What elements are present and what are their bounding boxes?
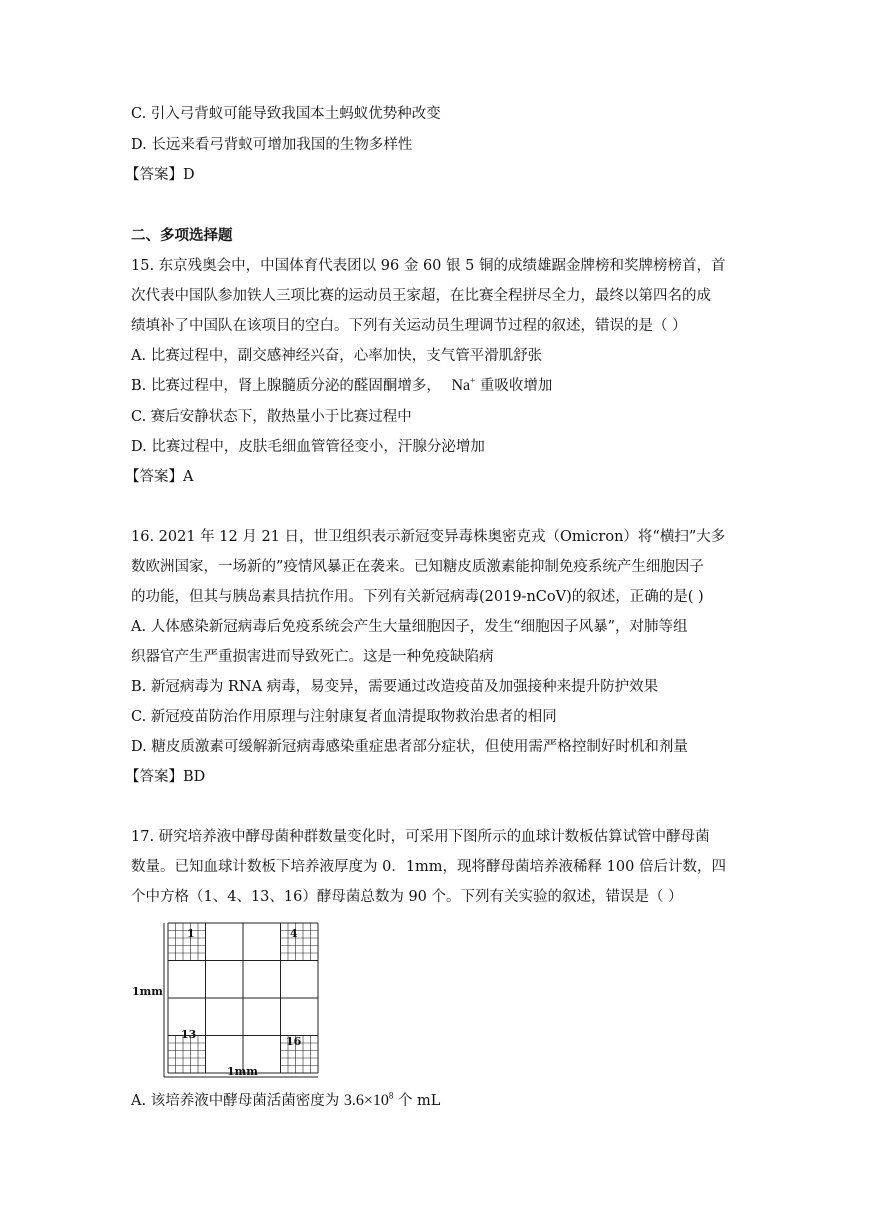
section-title: 二、多项选择题 [131, 228, 233, 244]
q17-stem-line3: 个中方格（1、4、13、16）酵母菌总数为 90 个。下列有关实验的叙述，错误是（ ） [131, 889, 683, 905]
left-dimension-label: 1mm [132, 985, 163, 998]
q17-stem-line2: 数量。已知血球计数板下培养液厚度为 0．1mm，现将酵母菌培养液稀释 100 倍后计数，四 [131, 859, 726, 875]
q17-option-a [131, 1091, 440, 1111]
q15-option-d: D. 比赛过程中，皮肤毛细血管管径变小，汗腺分泌增加 [131, 439, 485, 455]
square-label-4: 4 [290, 927, 298, 940]
q15-answer: 【答案】A [125, 469, 194, 485]
q16-option-a-line2: 织器官产生严重损害进而导致死亡。这是一种免疫缺陷病 [131, 649, 494, 665]
q15-option-b-rest: 重吸收增加 [479, 378, 553, 394]
q16-option-a-line1: A. 人体感染新冠病毒后免疫系统会产生大量细胞因子，发生“细胞因子风暴”，对肺等组 [131, 619, 688, 635]
hemocytometer-figure [130, 915, 330, 1080]
q17-stem-line1: 17. 研究培养液中酵母菌种群数量变化时，可采用下图所示的血球计数板估算试管中酵母菌 [131, 829, 710, 845]
q14-answer: 【答案】D [125, 167, 195, 183]
density-exponent: 8 [388, 1090, 394, 1101]
q15-option-c: C. 赛后安静状态下，散热量小于比赛过程中 [131, 409, 412, 425]
q16-stem-line1: 16. 2021 年 12 月 21 日，世卫组织表示新冠变异毒株奥密克戎（Omicron）将“横扫”大多 [131, 529, 726, 545]
sodium-symbol: Na [451, 377, 471, 394]
q15-option-a: A. 比赛过程中，副交感神经兴奋，心率加快，支气管平滑肌舒张 [131, 348, 543, 364]
square-label-1: 1 [187, 927, 195, 940]
q17-option-a-unit: 个 mL [397, 1093, 441, 1109]
q15-stem-line3: 绩填补了中国队在该项目的空白。下列有关运动员生理调节过程的叙述，错误的是（ ） [131, 318, 687, 334]
bottom-dimension-label: 1mm [227, 1065, 258, 1078]
square-label-16: 16 [286, 1035, 302, 1048]
ion-charge: + [470, 375, 476, 386]
q16-option-c: C. 新冠疫苗防治作用原理与注射康复者血清提取物救治患者的相同 [131, 709, 557, 725]
density-mantissa: 3.6×10 [343, 1092, 389, 1109]
q16-option-b: B. 新冠病毒为 RNA 病毒，易变异，需要通过改造疫苗及加强接种来提升防护效果 [131, 679, 659, 695]
sodium-ion [445, 377, 475, 394]
q14-option-d: D. 长远来看弓背蚁可增加我国的生物多样性 [131, 137, 413, 153]
q17-option-a-text: A. 该培养液中酵母菌活菌密度为 [131, 1093, 340, 1109]
q15-option-b-text: B. 比赛过程中，肾上腺髓质分泌的醛固酮增多， [131, 378, 441, 394]
density-value [344, 1092, 394, 1109]
q16-stem-line2: 数欧洲国家，一场新的”疫情风暴正在袭来。已知糖皮质激素能抑制免疫系统产生细胞因子 [131, 559, 704, 575]
q16-stem-line3: 的功能，但其与胰岛素具拮抗作用。下列有关新冠病毒(2019-nCoV)的叙述，正确的是( ) [131, 589, 704, 605]
q16-option-d: D. 糖皮质激素可缓解新冠病毒感染重症患者部分症状，但使用需严格控制好时机和剂量 [131, 739, 688, 755]
q16-answer: 【答案】BD [125, 769, 206, 785]
q15-option-b [131, 376, 552, 396]
square-label-13: 13 [181, 1028, 197, 1041]
q14-option-c: C. 引入弓背蚁可能导致我国本土蚂蚁优势种改变 [131, 106, 441, 122]
q15-stem-line1: 15. 东京残奥会中，中国体育代表团以 96 金 60 银 5 铜的成绩雄踞金牌榜和奖牌榜榜首，首 [131, 258, 726, 274]
q15-stem-line2: 次代表中国队参加铁人三项比赛的运动员王家超，在比赛全程拼尽全力，最终以第四名的成 [131, 288, 711, 304]
